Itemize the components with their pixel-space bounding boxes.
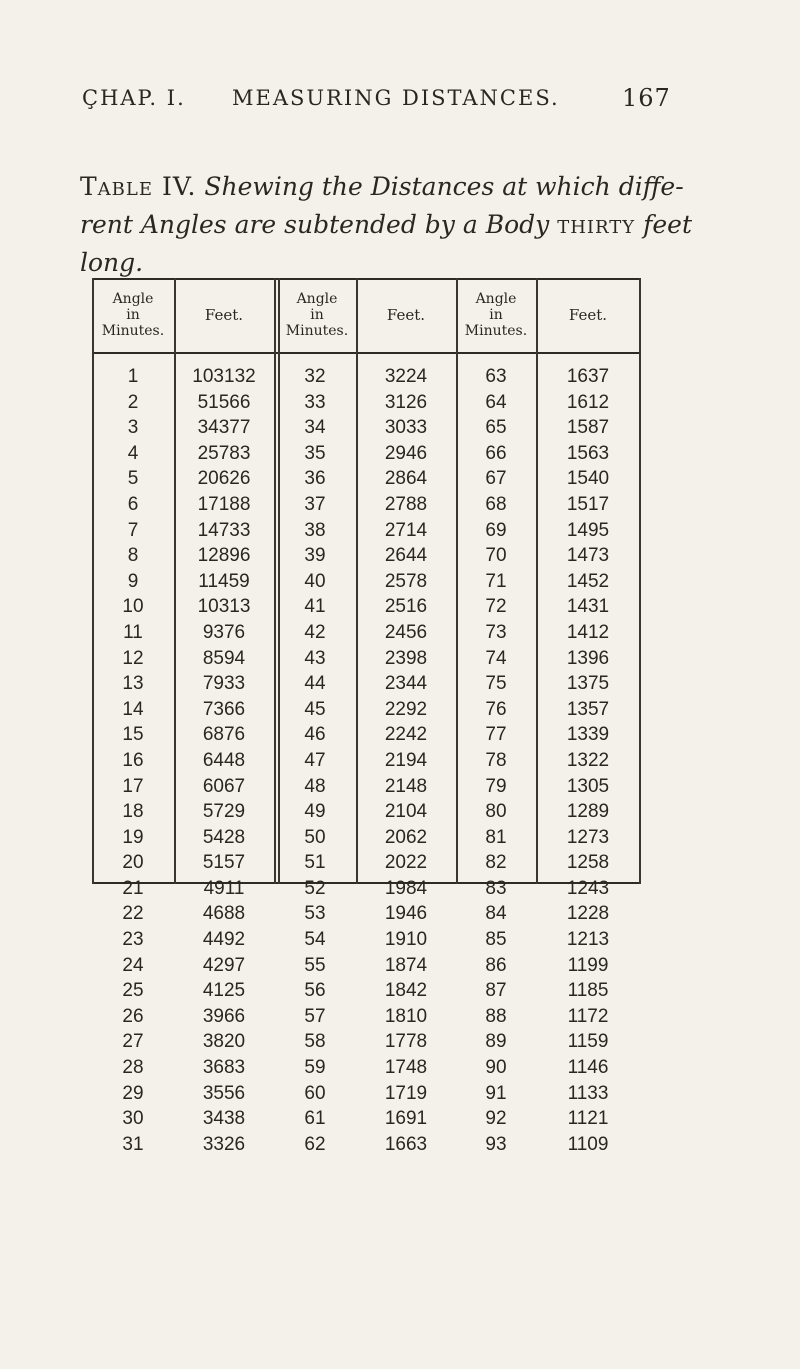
angle-minutes-cell: 31	[122, 1133, 144, 1155]
angle-minutes-cell: 36	[304, 468, 326, 490]
table-row	[92, 364, 640, 390]
feet-cell: 1563	[566, 442, 610, 464]
table-row	[92, 1081, 640, 1107]
table-row	[92, 953, 640, 979]
feet-cell: 1322	[566, 749, 610, 771]
header-angle	[92, 278, 174, 352]
feet-cell: 6067	[202, 775, 246, 797]
feet-cell: 1213	[566, 929, 610, 951]
feet-cell: 2104	[384, 801, 428, 823]
header-angle-line: in	[126, 307, 140, 323]
angle-minutes-cell: 26	[122, 1005, 144, 1027]
table-row	[92, 901, 640, 927]
angle-minutes-cell: 50	[304, 826, 326, 848]
table-row	[92, 774, 640, 800]
angle-minutes-cell: 41	[304, 596, 326, 618]
angle-minutes-cell: 8	[127, 545, 139, 567]
angle-minutes-cell: 29	[122, 1082, 144, 1104]
feet-cell: 5729	[202, 801, 246, 823]
feet-cell: 1587	[566, 417, 610, 439]
caption-emphasis: thirty	[557, 210, 636, 239]
feet-cell: 2578	[384, 570, 428, 592]
feet-cell: 1243	[566, 877, 610, 899]
angle-minutes-cell: 9	[127, 570, 139, 592]
angle-minutes-cell: 33	[304, 391, 326, 413]
table-row	[92, 671, 640, 697]
feet-cell: 2148	[384, 775, 428, 797]
feet-cell: 1412	[566, 621, 610, 643]
header-feet-label: Feet.	[386, 306, 426, 324]
feet-cell: 1305	[566, 775, 610, 797]
table-row	[92, 390, 640, 416]
feet-cell: 5157	[202, 852, 246, 874]
header-angle-line: in	[489, 307, 503, 323]
table-row	[92, 1055, 640, 1081]
angle-minutes-cell: 38	[304, 519, 326, 541]
table-row	[92, 1029, 640, 1055]
angle-minutes-cell: 90	[485, 1057, 507, 1079]
angle-minutes-cell: 23	[122, 929, 144, 951]
angle-minutes-cell: 27	[122, 1031, 144, 1053]
angle-minutes-cell: 12	[122, 647, 144, 669]
feet-cell: 1946	[384, 903, 428, 925]
angle-minutes-cell: 84	[485, 903, 507, 925]
feet-cell: 1133	[567, 1082, 609, 1104]
table-number: Table IV.	[80, 172, 197, 201]
angle-minutes-cell: 74	[485, 647, 507, 669]
angle-minutes-cell: 70	[485, 545, 507, 567]
angle-minutes-cell: 89	[485, 1031, 507, 1053]
angle-minutes-cell: 4	[127, 442, 139, 464]
feet-cell: 1517	[566, 493, 610, 515]
angle-minutes-cell: 15	[122, 724, 144, 746]
feet-cell: 1339	[566, 724, 610, 746]
angle-minutes-cell: 49	[304, 801, 326, 823]
feet-cell: 1473	[566, 545, 610, 567]
feet-cell: 3126	[384, 391, 428, 413]
angle-minutes-cell: 45	[304, 698, 326, 720]
angle-minutes-cell: 14	[122, 698, 144, 720]
feet-cell: 1159	[567, 1031, 609, 1053]
table-row	[92, 978, 640, 1004]
feet-cell: 14733	[197, 519, 251, 541]
angle-minutes-cell: 86	[485, 954, 507, 976]
angle-minutes-cell: 69	[485, 519, 507, 541]
header-angle	[456, 278, 536, 352]
table-row	[92, 850, 640, 876]
feet-cell: 2788	[384, 493, 428, 515]
table-row	[92, 569, 640, 595]
header-angle-line: Angle	[475, 291, 517, 307]
feet-cell: 12896	[197, 545, 251, 567]
angle-minutes-cell: 25	[122, 980, 144, 1002]
header-feet-label: Feet.	[204, 306, 244, 324]
angle-minutes-cell: 83	[485, 877, 507, 899]
table-row	[92, 1106, 640, 1132]
feet-cell: 4297	[202, 954, 246, 976]
angle-minutes-cell: 60	[304, 1082, 326, 1104]
table-row	[92, 620, 640, 646]
angle-minutes-cell: 67	[485, 468, 507, 490]
feet-cell: 1540	[566, 468, 610, 490]
feet-cell: 1691	[384, 1108, 428, 1130]
angle-minutes-cell: 32	[304, 366, 326, 387]
feet-cell: 2516	[384, 596, 428, 618]
angle-minutes-cell: 17	[122, 775, 144, 797]
table-row	[92, 646, 640, 672]
angle-minutes-cell: 6	[127, 493, 139, 515]
feet-cell: 1810	[384, 1005, 428, 1027]
angle-minutes-cell: 81	[485, 826, 507, 848]
angle-minutes-cell: 24	[122, 954, 144, 976]
feet-cell: 51566	[197, 391, 251, 413]
angle-minutes-cell: 18	[122, 801, 144, 823]
feet-cell: 1778	[384, 1031, 428, 1053]
feet-cell: 6876	[202, 724, 246, 746]
table-caption	[80, 168, 710, 282]
feet-cell: 103132	[192, 366, 256, 387]
angle-minutes-cell: 92	[485, 1108, 507, 1130]
feet-cell: 1663	[384, 1133, 428, 1155]
feet-cell: 1748	[384, 1057, 428, 1079]
feet-cell: 2864	[384, 468, 428, 490]
table-row	[92, 543, 640, 569]
header-angle	[278, 278, 356, 352]
angle-minutes-cell: 77	[485, 724, 507, 746]
table-row	[92, 825, 640, 851]
angle-minutes-cell: 63	[485, 366, 507, 387]
feet-cell: 20626	[197, 468, 251, 490]
caption-text: Shewing the Distances at which diffe- rent Angles are subtended by a Body	[80, 172, 684, 239]
angle-minutes-cell: 11	[123, 621, 143, 643]
table-row	[92, 1132, 640, 1158]
angle-minutes-cell: 79	[485, 775, 507, 797]
feet-cell: 3033	[384, 417, 428, 439]
feet-cell: 1375	[566, 673, 610, 695]
angle-minutes-cell: 66	[485, 442, 507, 464]
angle-minutes-cell: 56	[304, 980, 326, 1002]
feet-cell: 1357	[566, 698, 610, 720]
feet-cell: 3438	[202, 1108, 246, 1130]
angle-minutes-cell: 57	[304, 1005, 326, 1027]
feet-cell: 1612	[566, 391, 610, 413]
angle-minutes-cell: 55	[304, 954, 326, 976]
angle-minutes-cell: 48	[304, 775, 326, 797]
angle-minutes-cell: 37	[304, 493, 326, 515]
feet-cell: 5428	[202, 826, 246, 848]
feet-cell: 25783	[197, 442, 251, 464]
running-title: MEASURING DISTANCES.	[232, 86, 560, 110]
angle-minutes-cell: 87	[485, 980, 507, 1002]
header-feet	[174, 278, 274, 352]
angle-minutes-cell: 39	[304, 545, 326, 567]
feet-cell: 1984	[384, 877, 428, 899]
feet-cell: 1431	[566, 596, 610, 618]
feet-cell: 3966	[202, 1005, 246, 1027]
angle-minutes-cell: 58	[304, 1031, 326, 1053]
table-row	[92, 722, 640, 748]
angle-minutes-cell: 16	[122, 749, 144, 771]
feet-cell: 1289	[566, 801, 610, 823]
chapter-label: ÇHAP. I.	[82, 86, 186, 110]
feet-cell: 17188	[197, 493, 251, 515]
header-angle-line: Angle	[112, 291, 154, 307]
angle-minutes-cell: 76	[485, 698, 507, 720]
table-row	[92, 927, 640, 953]
angle-minutes-cell: 10	[122, 596, 144, 618]
distance-table	[92, 278, 640, 1155]
table-row	[92, 415, 640, 441]
table-row	[92, 799, 640, 825]
angle-minutes-cell: 35	[304, 442, 326, 464]
header-feet-label: Feet.	[568, 306, 608, 324]
page-number: 167	[622, 84, 671, 112]
angle-minutes-cell: 5	[127, 468, 139, 490]
angle-minutes-cell: 64	[485, 391, 507, 413]
angle-minutes-cell: 68	[485, 493, 507, 515]
angle-minutes-cell: 3	[127, 417, 139, 439]
table-row	[92, 697, 640, 723]
feet-cell: 7366	[202, 698, 246, 720]
angle-minutes-cell: 62	[304, 1133, 326, 1155]
feet-cell: 2292	[384, 698, 428, 720]
feet-cell: 2714	[384, 519, 428, 541]
feet-cell: 1185	[567, 980, 609, 1002]
feet-cell: 8594	[202, 647, 246, 669]
feet-cell: 2194	[384, 749, 428, 771]
angle-minutes-cell: 19	[122, 826, 144, 848]
feet-cell: 1874	[384, 954, 428, 976]
angle-minutes-cell: 34	[304, 417, 326, 439]
feet-cell: 6448	[202, 749, 246, 771]
angle-minutes-cell: 1	[127, 366, 139, 387]
angle-minutes-cell: 7	[127, 519, 139, 541]
table-row	[92, 876, 640, 902]
angle-minutes-cell: 21	[122, 877, 144, 899]
feet-cell: 2022	[384, 852, 428, 874]
angle-minutes-cell: 42	[304, 621, 326, 643]
feet-cell: 1842	[384, 980, 428, 1002]
feet-cell: 1495	[566, 519, 610, 541]
header-angle-line: in	[310, 307, 324, 323]
table-row	[92, 1004, 640, 1030]
angle-minutes-cell: 91	[485, 1082, 507, 1104]
angle-minutes-cell: 71	[485, 570, 507, 592]
feet-cell: 9376	[202, 621, 246, 643]
feet-cell: 4492	[202, 929, 246, 951]
feet-cell: 2456	[384, 621, 428, 643]
angle-minutes-cell: 43	[304, 647, 326, 669]
table-row	[92, 466, 640, 492]
header-angle-line: Minutes.	[285, 323, 349, 339]
angle-minutes-cell: 44	[304, 673, 326, 695]
header-angle-line: Minutes.	[101, 323, 165, 339]
feet-cell: 1452	[566, 570, 610, 592]
angle-minutes-cell: 13	[122, 673, 144, 695]
table-row	[92, 594, 640, 620]
angle-minutes-cell: 53	[304, 903, 326, 925]
angle-minutes-cell: 30	[122, 1108, 144, 1130]
angle-minutes-cell: 47	[304, 749, 326, 771]
feet-cell: 34377	[197, 417, 251, 439]
feet-cell: 3683	[202, 1057, 246, 1079]
feet-cell: 3820	[202, 1031, 246, 1053]
feet-cell: 3224	[384, 366, 428, 387]
feet-cell: 1637	[566, 366, 610, 387]
feet-cell: 2946	[384, 442, 428, 464]
feet-cell: 3326	[202, 1133, 246, 1155]
angle-minutes-cell: 75	[485, 673, 507, 695]
feet-cell: 2644	[384, 545, 428, 567]
angle-minutes-cell: 72	[485, 596, 507, 618]
feet-cell: 1121	[567, 1108, 609, 1130]
feet-cell: 2398	[384, 647, 428, 669]
feet-cell: 2062	[384, 826, 428, 848]
angle-minutes-cell: 61	[304, 1108, 326, 1130]
feet-cell: 4125	[202, 980, 246, 1002]
feet-cell: 7933	[202, 673, 246, 695]
feet-cell: 2242	[384, 724, 428, 746]
header-angle-line: Angle	[296, 291, 338, 307]
header-angle-line: Minutes.	[464, 323, 528, 339]
angle-minutes-cell: 22	[122, 903, 144, 925]
feet-cell: 1109	[567, 1133, 609, 1155]
header-feet	[536, 278, 640, 352]
angle-minutes-cell: 80	[485, 801, 507, 823]
angle-minutes-cell: 54	[304, 929, 326, 951]
feet-cell: 2344	[384, 673, 428, 695]
table-row	[92, 492, 640, 518]
feet-cell: 1396	[566, 647, 610, 669]
feet-cell: 1172	[567, 1005, 609, 1027]
feet-cell: 1258	[566, 852, 610, 874]
angle-minutes-cell: 59	[304, 1057, 326, 1079]
angle-minutes-cell: 52	[304, 877, 326, 899]
angle-minutes-cell: 85	[485, 929, 507, 951]
angle-minutes-cell: 78	[485, 749, 507, 771]
angle-minutes-cell: 82	[485, 852, 507, 874]
feet-cell: 1719	[384, 1082, 428, 1104]
angle-minutes-cell: 46	[304, 724, 326, 746]
table-row	[92, 748, 640, 774]
angle-minutes-cell: 20	[122, 852, 144, 874]
feet-cell: 1199	[567, 954, 609, 976]
feet-cell: 10313	[197, 596, 251, 618]
feet-cell: 4911	[203, 877, 245, 899]
table-body	[92, 364, 640, 1157]
angle-minutes-cell: 40	[304, 570, 326, 592]
feet-cell: 1910	[384, 929, 428, 951]
angle-minutes-cell: 93	[485, 1133, 507, 1155]
caption-tail: feet long.	[80, 210, 693, 277]
feet-cell: 4688	[202, 903, 246, 925]
feet-cell: 1146	[567, 1057, 609, 1079]
feet-cell: 11459	[198, 570, 250, 592]
angle-minutes-cell: 88	[485, 1005, 507, 1027]
angle-minutes-cell: 51	[304, 852, 326, 874]
angle-minutes-cell: 28	[122, 1057, 144, 1079]
angle-minutes-cell: 65	[485, 417, 507, 439]
table-row	[92, 441, 640, 467]
feet-cell: 1228	[566, 903, 610, 925]
feet-cell: 1273	[566, 826, 610, 848]
header-feet	[356, 278, 456, 352]
feet-cell: 3556	[202, 1082, 246, 1104]
angle-minutes-cell: 73	[485, 621, 507, 643]
table-row	[92, 518, 640, 544]
angle-minutes-cell: 2	[127, 391, 139, 413]
